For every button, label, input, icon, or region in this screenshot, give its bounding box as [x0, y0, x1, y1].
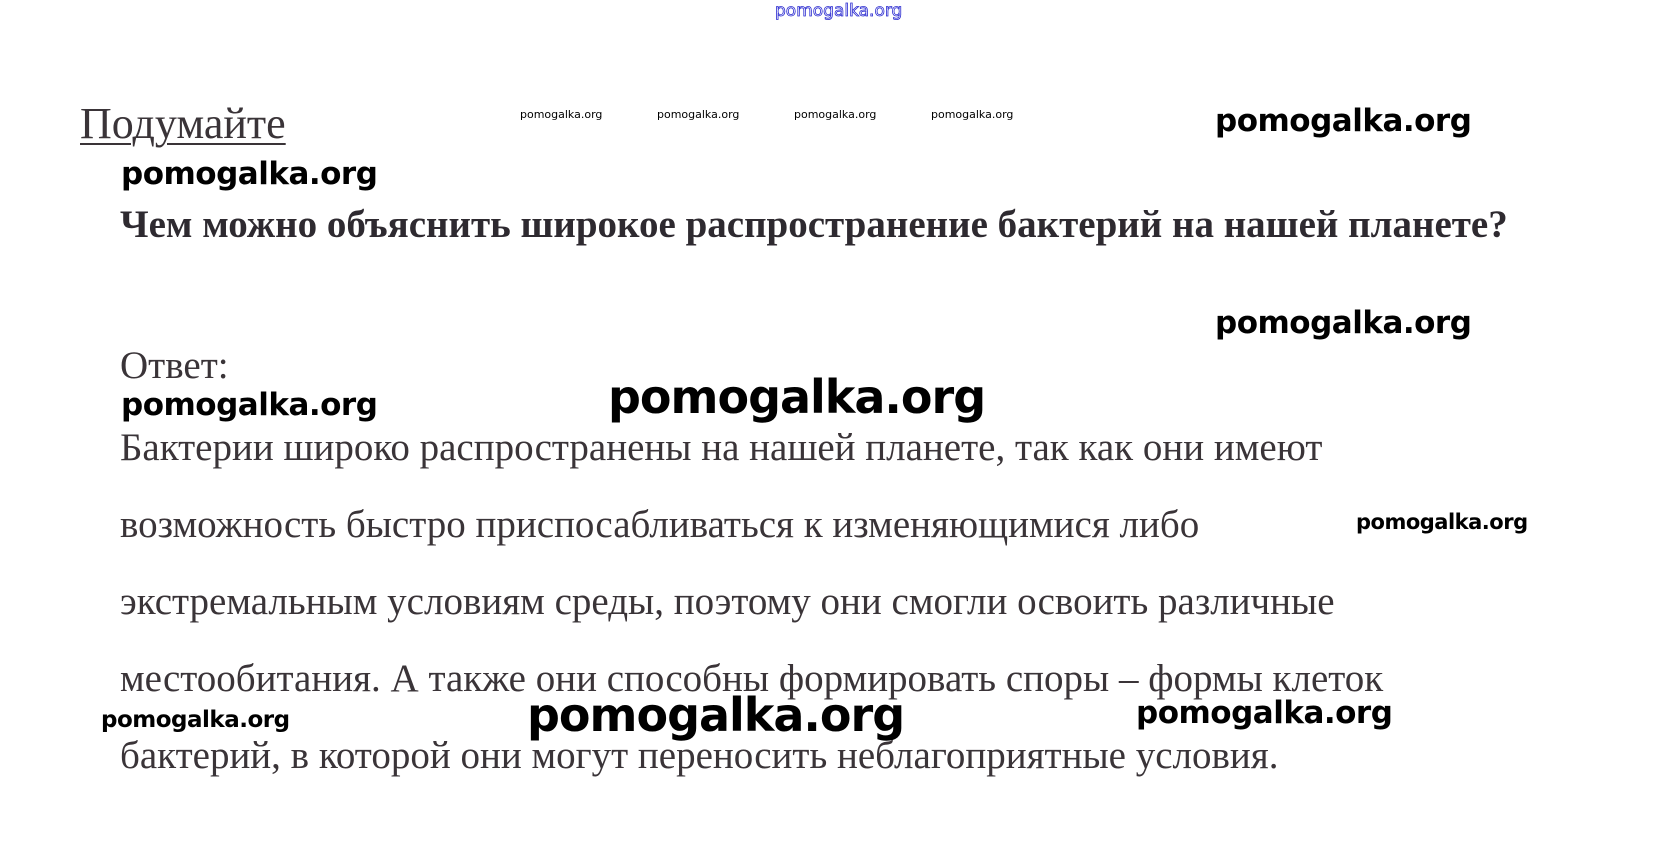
watermark-top: pomogalka.org: [775, 1, 903, 21]
answer-line-5: бактерий, в которой они могут переносить неблагоприятные условия.: [120, 734, 1279, 777]
watermark-center-1: pomogalka.org: [608, 370, 986, 424]
answer-line-2: возможность быстро приспосабливаться к изменяющимися либо: [120, 503, 1200, 546]
watermark-right-3: pomogalka.org: [1356, 510, 1528, 534]
watermark-tiny-1: pomogalka.org: [520, 108, 603, 121]
watermark-right-4: pomogalka.org: [1136, 695, 1393, 731]
answer-line-4: местообитания. А также они способны формировать споры – формы клеток: [120, 657, 1384, 700]
watermark-tiny-3: pomogalka.org: [794, 108, 877, 121]
watermark-left-3: pomogalka.org: [101, 707, 290, 733]
question-text: Чем можно объяснить широкое распространение бактерий на нашей планете?: [120, 203, 1508, 246]
watermark-right-2: pomogalka.org: [1215, 305, 1472, 341]
watermark-left-1: pomogalka.org: [121, 156, 378, 192]
answer-label: Ответ:: [120, 344, 229, 387]
watermark-tiny-2: pomogalka.org: [657, 108, 740, 121]
answer-line-3: экстремальным условиям среды, поэтому они смогли освоить различные: [120, 580, 1335, 623]
watermark-center-2: pomogalka.org: [527, 688, 905, 742]
section-heading: Подумайте: [80, 99, 286, 148]
watermark-left-2: pomogalka.org: [121, 387, 378, 423]
watermark-tiny-4: pomogalka.org: [931, 108, 1014, 121]
watermark-right-1: pomogalka.org: [1215, 103, 1472, 139]
answer-line-1: Бактерии широко распространены на нашей планете, так как они имеют: [120, 426, 1323, 469]
